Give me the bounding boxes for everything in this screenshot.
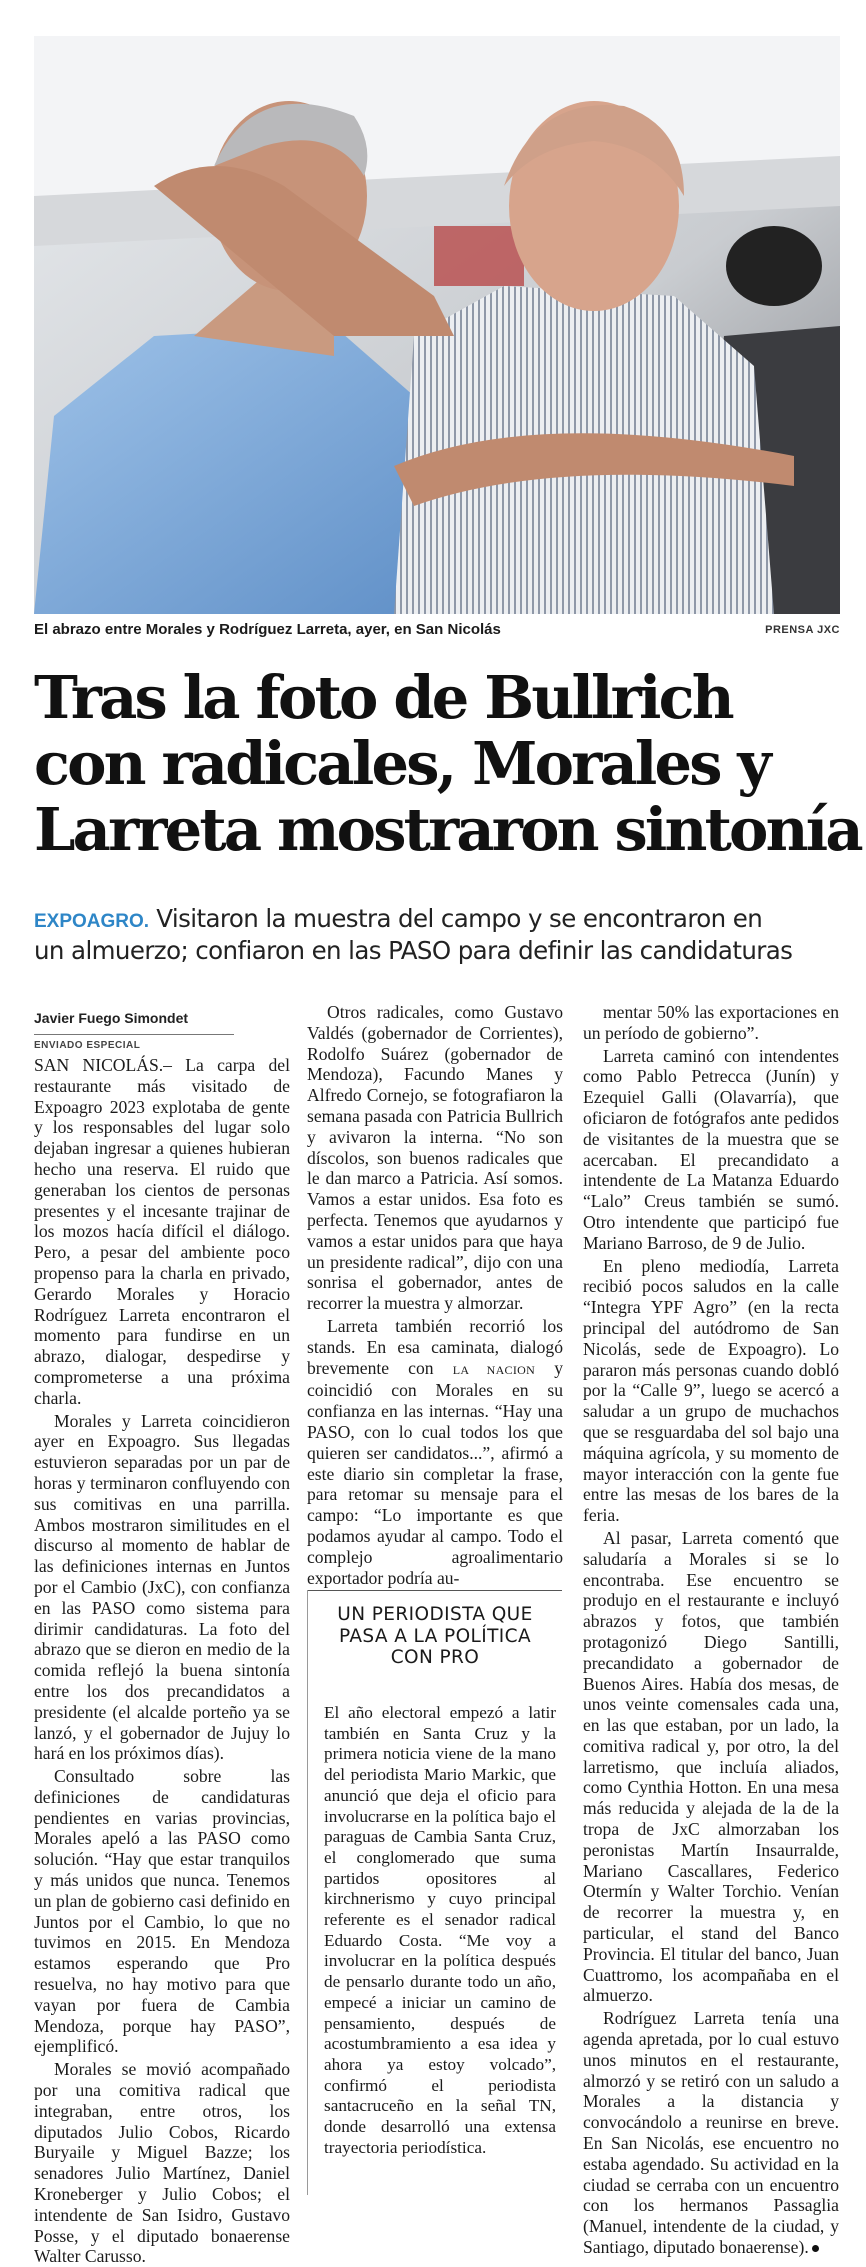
sidebar-title — [308, 1604, 562, 1669]
paragraph: mentar 50% las exportaciones en un período de gobierno”. — [583, 1002, 839, 1043]
article-column-1 — [34, 1055, 290, 2267]
headline-line-2: con radicales, Morales y — [34, 729, 769, 798]
sidebar-body — [324, 1703, 556, 2158]
photo-caption — [34, 621, 840, 643]
sidebar-title-line-3: CON PRO — [390, 1647, 480, 1668]
paragraph — [307, 1316, 563, 1588]
subheadline — [34, 904, 844, 965]
photo-icon — [34, 36, 840, 614]
headline — [34, 663, 861, 864]
subheadline-line-1 — [34, 904, 844, 936]
headline-line-1: Tras la foto de Bullrich — [34, 663, 732, 732]
article-column-2 — [307, 1002, 563, 1588]
paragraph: Al pasar, Larreta comentó que saludaría a Morales si se lo encontraba. Ese encuentro se produjo en el restaurante e incluyó abrazos y fotos, que también protagonizó Diego Santilli, precandidato a gobernador de Buenos Aires. Había dos mesas, de unos veinte comensales cada una, en las que estaban, por un lado, la comitiva radical y, por otro, la del larretismo, que incluía aliados, como Cynthia Hotton. En una mesa más reducida y alejada de la de la tropa de JxC almorzaban los peronistas Martín Insaurralde, Mariano Cascallares, Federico Otermín y Walter Torchio. Venían de recorrer la muestra y, en particular, el stand del Banco Provincia. El titular del banco, Juan Cuattromo, los acompañaba en el almuerzo. — [583, 1527, 839, 2006]
sidebar-title-line-1: UN PERIODISTA QUE — [337, 1604, 533, 1625]
subheadline-text-1: Visitaron la muestra del campo y se encontraron en — [149, 904, 763, 933]
subheadline-line-2: un almuerzo; confiaron en las PASO para definir las candidaturas — [34, 936, 793, 965]
headline-line-3: Larreta mostraron sintonía — [34, 795, 861, 864]
caption-text: El abrazo entre Morales y Rodríguez Larreta, ayer, en San Nicolás — [34, 621, 501, 638]
article-column-3 — [583, 1002, 839, 2258]
paragraph: Otros radicales, como Gustavo Valdés (gobernador de Corrientes), Rodolfo Suárez (gobernador de Mendoza), Facundo Manes y Alfredo Cornejo, se fotografiaron la semana pasada con Patricia Bullrich y avivaron la interna. “No son díscolos, son buenos radicales que le dan marco a Patricia. Así somos. Vamos a estar unidos. Esa foto es perfecta. Tenemos que ayudarnos y vamos a estar unidos para que haya un presidente radical”, dijo con una sonrisa el gobernador, antes de recorrer la muestra y almorzar. — [307, 1002, 563, 1314]
byline-name: Javier Fuego Simondet — [34, 1010, 189, 1026]
sidebar-rule — [308, 1590, 562, 1591]
paragraph: SAN NICOLÁS.– La carpa del restaurante más visitado de Expoagro 2023 explotaba de gente y los responsables del lugar solo dejaban ingresar a quienes hubieran hecho una reserva. El ruido que generaban los cientos de personas presentes y el incesante trajinar de los mozos hacía difícil el diálogo. Pero, a pesar del ambiente poco propenso para la charla en privado, Gerardo Morales y Horacio Rodríguez Larreta encontraron el momento para fundirse en un abrazo, dialogar, despedirse y comprometerse a una próxima charla. — [34, 1055, 290, 1408]
paragraph: En pleno mediodía, Larreta recibió pocos saludos en la calle “Integra YPF Agro” (en la recta principal del autódromo de San Nicolás, sede de Expoagro). Lo pararon más personas cuando dobló por la “Calle 9”, luego se acercó a saludar a un grupo de muchachos que se resguardaba del sol bajo una máquina agrícola, y su momento de mayor interacción con la gente fue entre las mesas de los bares de la feria. — [583, 1255, 839, 1526]
byline-rule — [34, 1034, 234, 1035]
kicker: EXPOAGRO. — [34, 911, 150, 932]
paragraph: Consultado sobre las definiciones de candidaturas pendientes en varias provincias, Morales apeló a las PASO como solución. “Hay que estar tranquilos y más unidos que nunca. Tenemos un plan de gobierno casi definido en Juntos por el Cambio, lo que no tuvimos en 2015. En Mendoza estamos esperando que Pro resuelva, no hay motivo para que vayan por fuera de Cambia Mendoza, porque hay PASO”, ejemplificó. — [34, 1766, 291, 2057]
paragraph-text: Larreta también recorrió los stands. En esa caminata, dialogó brevemente con — [307, 1315, 563, 1378]
sidebar-title-line-2: PASA A LA POLÍTICA — [338, 1625, 532, 1647]
byline-role: ENVIADO ESPECIAL — [34, 1040, 141, 1051]
sidebar-paragraph: El año electoral empezó a latir también en Santa Cruz y la primera noticia viene de la mano del periodista Mario Markic, que anunció que deja el oficio para involucrarse en la política bajo el paraguas de Cambia Santa Cruz, el conglomerado que suma partidos opositores al kirchnerismo y cuyo principal referente es el senador radical Eduardo Costa. “Me voy a involucrar en la política después de pensarlo durante todo un año, empecé a iniciar un camino de pensamiento, después de acostumbramiento a esa idea y ahora ya estoy volcado”, confirmó el periodista santacruceño en la señal TN, donde desarrolló una extensa trayectoria periodística. — [324, 1703, 556, 2157]
article-photo — [34, 36, 840, 614]
paragraph: Morales se movió acompañado por una comitiva radical que integraban, entre otros, los diputados Julio Cobos, Ricardo Buryaile y Miguel Bazze; los senadores Julio Martínez, Daniel Kroneberger y Julio Cobos; el intendente de San Isidro, Gustavo Posse, y el diputado bonaerense Walter Carusso. — [34, 2059, 290, 2267]
paragraph-last — [583, 2008, 839, 2258]
paragraph-text: y coincidió con Morales en su confianza en las internas. “Hay una PASO, con lo cual todos los que quieren ser candidatos...”, afirmó a este diario sin completar la frase, para retomar su mensaje para el campo: “Lo importante es que podamos ayudar al campo. Todo el complejo agroalimentario exportador podría au- — [307, 1357, 563, 1588]
sidebar-box — [307, 1590, 562, 2195]
paragraph: Larreta caminó con intendentes como Pablo Petrecca (Junín) y Ezequiel Galli (Olavarría), que oficiaron de fotógrafos ante pedidos de visitantes de la muestra que se acercaban. El precandidato a intendente de La Matanza Eduardo “Lalo” Creus también se sumó. Otro intendente que participó fue Mariano Barroso, de 9 de Julio. — [583, 1045, 839, 1253]
paragraph-text: Rodríguez Larreta tenía una agenda apretada, por lo cual estuvo unos minutos en el restaurante, almorzó y se retiró con un saludo a Morales a la distancia y convocándolo a reunirse en breve. En San Nicolás, ese encuentro no estaba agendado. Su actividad en la ciudad se cerraba con un encuentro con los hermanos Passaglia (Manuel, intendente de la ciudad, y Santiago, diputado bonaerense). — [583, 2008, 839, 2258]
paragraph: Morales y Larreta coincidieron ayer en Expoagro. Sus llegadas estuvieron separadas por un par de horas y terminaron confluyendo con sus comitivas en una parrilla. Ambos mostraron similitudes en el discurso al momento de hablar de las definiciones internas en Juntos por el Cambio (JxC), con confianza en las PASO como sistema para dirimir candidaturas. La foto del abrazo que se dieron en medio de la comida reflejó la buena sintonía entre los dos precandidatos a presidente (el alcalde porteño ya se lanzó, y el gobernador de Jujuy lo hará en los próximos días). — [34, 1410, 290, 1764]
newspaper-name: LA NACION — [452, 1362, 536, 1377]
end-of-article-icon — [812, 2245, 819, 2252]
photo-credit: PRENSA JXC — [765, 624, 840, 636]
